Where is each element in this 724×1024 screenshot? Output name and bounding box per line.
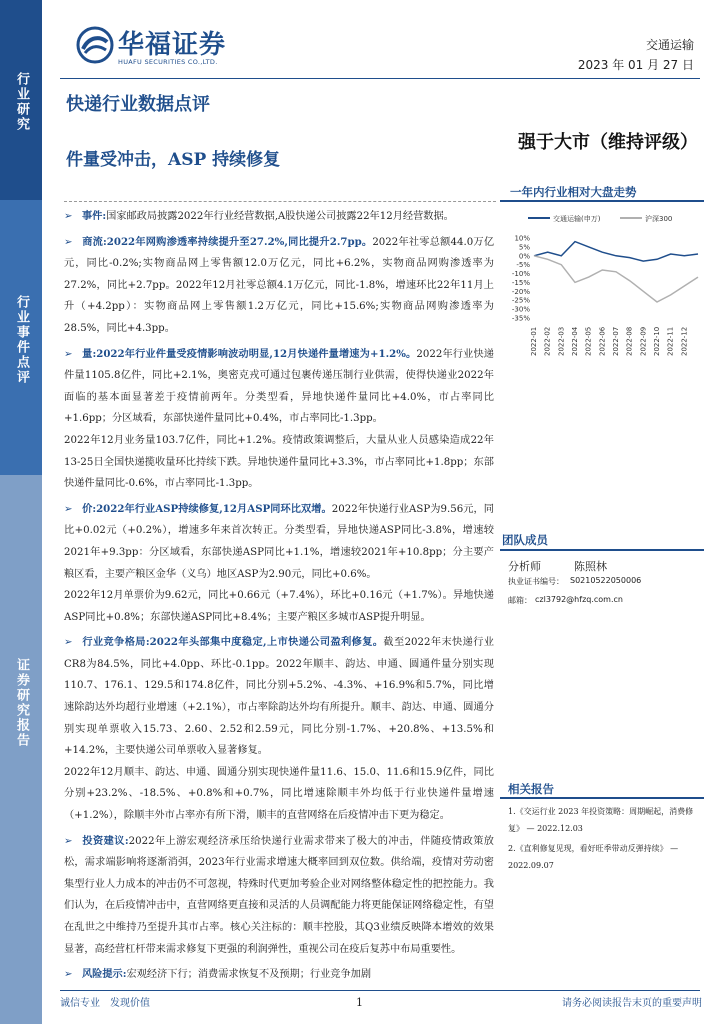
- analyst-name: 陈照林: [574, 560, 607, 573]
- logo-icon: [76, 26, 114, 64]
- x-tick-label: 2022-08: [625, 326, 634, 356]
- legend-label-hs300: 沪深300: [645, 215, 673, 223]
- paragraph-lead: 价:2022年行业ASP持续修复,12月ASP同环比双增。: [82, 502, 332, 515]
- x-tick-label: 2022-07: [612, 326, 620, 356]
- cert-number: S0210522050006: [570, 576, 642, 585]
- analyst-email[interactable]: czl3792@hfzq.com.cn: [535, 595, 623, 604]
- header-divider: [60, 78, 700, 79]
- footer-divider: [60, 990, 700, 991]
- paragraph-lead: 量:2022年行业件量受疫情影响波动明显,12月快递件量增速为+1.2%。: [82, 347, 417, 360]
- paragraph-text: 2022年行业快递件量1105.8亿件，同比+2.1%，奥密克戎可通过包裹传递压制行业供需，使得快递业2022年面临的基本面显著差于疫情前两年。分类型看，异地快递件量同比+4.0%，市占率同比+1.6pp；分区域看，东部快递件量同比+0.4%，市占率同比-1.3pp。: [64, 348, 494, 425]
- y-tick-label: -5%: [516, 261, 530, 270]
- sidebar-label-event-review: 行业事件点评: [14, 295, 29, 385]
- y-tick-label: -20%: [511, 287, 530, 296]
- paragraph-competition: [64, 632, 494, 762]
- bullet-icon: ➢: [64, 348, 73, 360]
- footer-disclaimer: 请务必阅读报告末页的重要声明: [562, 998, 702, 1009]
- bullet-icon: ➢: [64, 969, 73, 981]
- page-number: 1: [356, 996, 363, 1009]
- sidebar-section-1: [0, 0, 42, 200]
- related-report-1[interactable]: 1.《交运行业 2023 年投资策略：周期崛起，消费修复》 — 2022.12.03: [508, 807, 694, 833]
- paragraph-price-december: [64, 585, 494, 628]
- sidebar-section-3: [0, 475, 42, 1024]
- footer-slogan: 诚信专业 发现价值: [60, 998, 150, 1009]
- chart: [500, 200, 704, 360]
- related-report-2[interactable]: 2.《直利修复见现，看好旺季带动反弹持续》 — 2022.09.07: [508, 844, 679, 870]
- paragraph-lead: 风险提示:: [82, 968, 127, 981]
- x-tick-label: 2022-10: [653, 326, 661, 356]
- x-tick-label: 2022-11: [666, 326, 675, 356]
- body-top-divider: [64, 201, 496, 202]
- logo-subtext: HUAFU SECURITIES CO.,LTD.: [118, 58, 218, 66]
- paragraph-investment: [64, 831, 494, 961]
- bullet-icon: ➢: [64, 637, 73, 649]
- x-tick-label: 2022-02: [543, 326, 552, 356]
- body-text: [64, 206, 494, 986]
- y-tick-label: 5%: [518, 243, 530, 252]
- related-title: 相关报告: [508, 782, 554, 796]
- report-headline: 件量受冲击，ASP 持续修复: [66, 150, 281, 170]
- chart-title: 一年内行业相对大盘走势: [510, 185, 637, 199]
- paragraph-event: [64, 206, 494, 228]
- paragraph-text: 2022年社零总额44.0万亿元，同比-0.2%;实物商品网上零售额12.0万亿元，同比+6.2%，实物商品网购渗透率为27.2%，同比+2.7pp。2022年12月社零总额4.1万亿元，同比-1.8%，增速环比22年11月上升（+4.2pp）：实物商品网上零售额1.2万亿元，同比+15.6%;实物商品网购渗透率为28.5%，同比+4.3pp。: [64, 236, 495, 334]
- series-line-hs300: [534, 256, 698, 302]
- email-label: 邮箱：: [508, 596, 532, 605]
- bullet-icon: ➢: [64, 835, 73, 847]
- sidebar-section-2: [0, 200, 42, 475]
- paragraph-text: 截至2022年末快递行业CR8为84.5%，同比+4.0pp、环比-0.1pp。2022年顺丰、韵达、申通、圆通件量分别实现110.7、176.1、129.5和174.8亿件，同比分别+5.2%、-4.3%、+16.9%和5.7%，同比增速除韵达外均超行业增速（+2.1%），市占率除韵达外均有所提升。顺丰、韵达、申通、圆通分别实现单票收入15.73、2.60、2.52和2.59元，同比分别-1.7%、+20.8%、+13.5%和+14.2%，主要快递公司单票收入显著修复。: [64, 637, 494, 757]
- x-tick-label: 2022-04: [571, 326, 579, 356]
- x-tick-label: 2022-06: [598, 326, 607, 356]
- series-line-transport: [534, 242, 698, 262]
- x-tick-label: 2022-12: [680, 326, 689, 356]
- paragraph-lead: 投资建议:: [82, 834, 129, 847]
- chart-svg: [500, 200, 704, 360]
- related-rule: [500, 797, 704, 799]
- y-tick-label: -25%: [511, 296, 530, 305]
- paragraph-risk: [64, 964, 494, 986]
- cert-label: 执业证书编号：: [508, 577, 564, 586]
- y-tick-label: -30%: [511, 305, 530, 314]
- bullet-icon: ➢: [64, 211, 73, 222]
- bullet-icon: ➢: [64, 236, 73, 248]
- paragraph-text: 2022年快递行业ASP为9.56元，同比+0.02元（+0.2%），增速多年来首次转正。分类型看，异地快递ASP同比-3.8%，增速较2021年+9.3pp：分区域看，东部快递ASP同比+1.1%，增速较2021年+10.8pp；分主要产粮区看，主要产粮区金华（义乌）地区ASP为2.90元，同比+0.6%。: [64, 503, 494, 580]
- paragraph-lead: 事件:: [82, 210, 107, 222]
- rating: 强于大市（维持评级）: [518, 132, 698, 153]
- sidebar-label-securities-report: 证券研究报告: [14, 658, 29, 748]
- paragraph-text: 宏观经济下行；消费需求恢复不及预期；行业竞争加剧: [126, 969, 372, 981]
- paragraph-competition-december: [64, 762, 494, 827]
- paragraph-lead: 商流:2022年网购渗透率持续提升至27.2%,同比提升2.7pp。: [82, 235, 373, 248]
- team-title: 团队成员: [502, 533, 548, 547]
- paragraph-volume: [64, 344, 494, 430]
- x-tick-label: 2022-09: [639, 326, 648, 356]
- x-tick-label: 2022-05: [584, 326, 593, 356]
- report-type: 快递行业数据点评: [66, 94, 210, 115]
- sidebar: [0, 0, 42, 1024]
- logo-text: 华福证券: [118, 30, 227, 60]
- analyst-role: 分析师: [508, 560, 541, 573]
- paragraph-text: 2022年12月业务量103.7亿件，同比+1.2%。疫情政策调整后，大量从业人员感染造成22年13-25日全国快递揽收量环比持续下跌。异地快递件量同比+3.3%，市占率同比+1.8pp；东部快递件量同比-0.6%，市占率同比-1.3pp。: [64, 434, 494, 490]
- bullet-icon: ➢: [64, 503, 73, 515]
- paragraph-text: 2022年12月单票价为9.62元，同比+0.66元（+7.4%），环比+0.16元（+1.7%）。异地快递ASP同比+0.8%；东部快递ASP同比+8.4%；主要产粮区多城市ASP提升明显。: [64, 590, 494, 623]
- x-tick-label: 2022-01: [530, 326, 538, 356]
- y-tick-label: 10%: [514, 234, 530, 243]
- paragraph-price: [64, 499, 494, 585]
- team-rule: [500, 549, 704, 551]
- report-date: 2023 年 01 月 27 日: [577, 58, 694, 72]
- paragraph-text: 2022年上游宏观经济承压给快递行业需求带来了极大的冲击，伴随疫情政策放松，需求端影响将逐渐消弭，2023年行业需求增速大概率回到双位数。供给端，疫情对劳动密集型行业人力成本的冲击仍不可忽视，特殊时代更加考验企业对网络整体稳定性的把控能力。我们认为，在后疫情冲击中，直营网络更直接和灵活的人员调配能力将更能保证网络稳定性，有望在乱世之中维持乃至提升其市占率。核心关注标的：顺丰控股，其Q3业绩反映降本增效的效果显著，高经营杠杆带来需求修复下更强的利润弹性，重视公司在疫后复苏中布局重要性。: [64, 835, 494, 955]
- paragraph-text: 国家邮政局披露2022年行业经营数据,A股快递公司披露22年12月经营数据。: [106, 211, 454, 222]
- legend-label-transport: 交通运输(申万): [553, 215, 601, 223]
- y-tick-label: 0%: [518, 252, 530, 261]
- paragraph-lead: 行业竞争格局:2022年头部集中度稳定,上市快递公司盈利修复。: [82, 636, 384, 649]
- paragraph-commerce: [64, 232, 494, 340]
- y-tick-label: -10%: [511, 270, 530, 279]
- y-tick-label: -15%: [511, 278, 530, 287]
- sidebar-label-industry-research: 行业研究: [14, 72, 29, 132]
- paragraph-text: 2022年12月顺丰、韵达、申通、圆通分别实现快递件量11.6、15.0、11.6和15.9亿件，同比分别+23.2%、-18.5%、+0.8%和+0.7%，同比增速除顺丰外均低于行业快递件量增速（+1.2%），除顺丰外市占率亦有所下滑，顺丰的直营网络在后疫情冲击下更为稳定。: [64, 766, 494, 822]
- industry-label: 交通运输: [645, 38, 694, 52]
- y-tick-label: -35%: [511, 314, 530, 323]
- x-tick-label: 2022-03: [557, 326, 566, 356]
- paragraph-volume-december: [64, 430, 494, 495]
